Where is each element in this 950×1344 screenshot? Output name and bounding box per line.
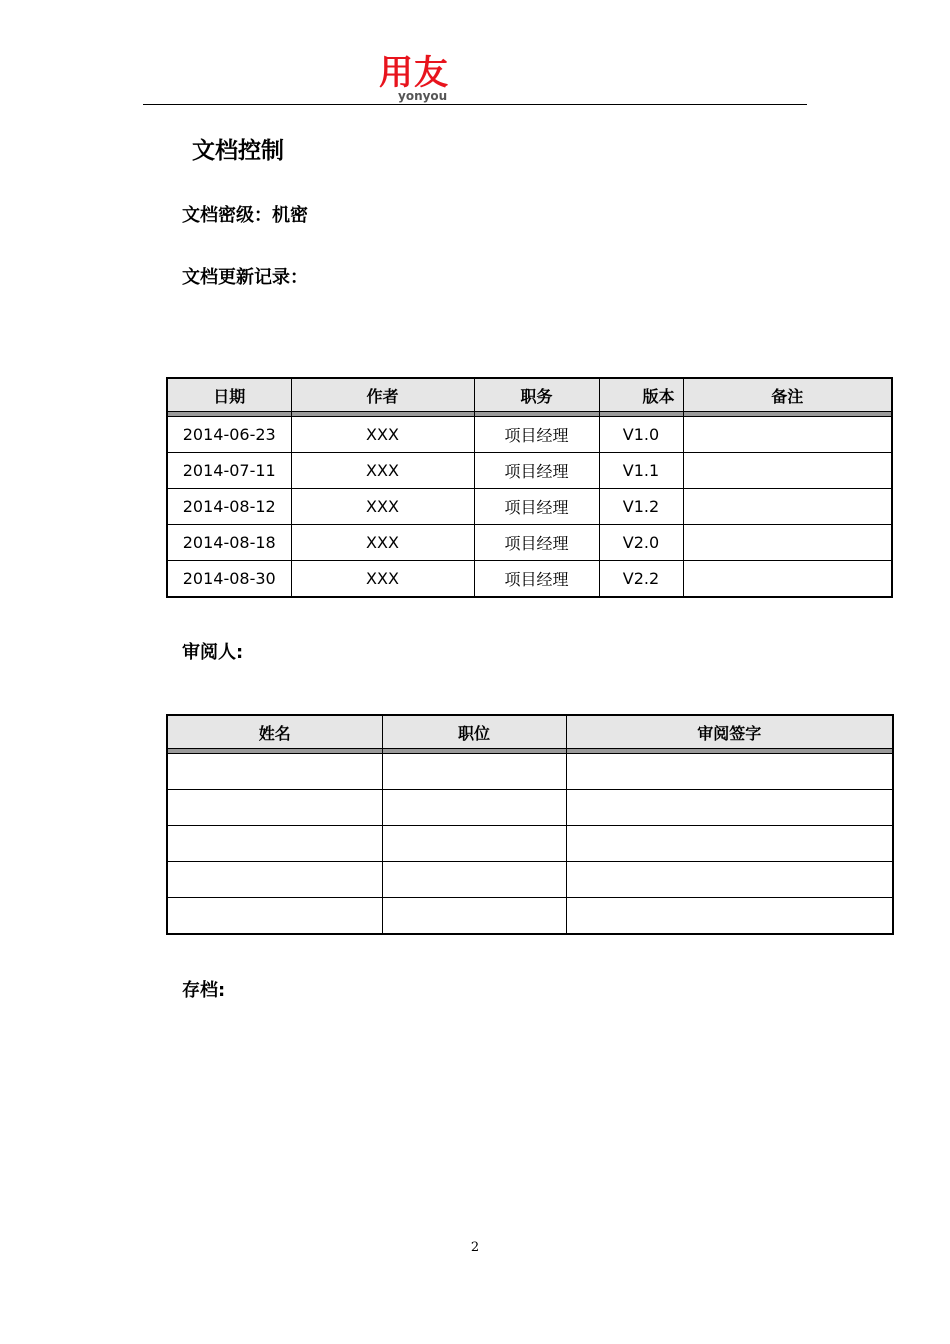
cell-date: 2014-06-23 (167, 417, 291, 453)
header-remarks: 备注 (683, 378, 892, 412)
cell-signature (566, 898, 893, 935)
table-row (167, 453, 892, 489)
header-date: 日期 (167, 378, 291, 412)
cell-signature (566, 790, 893, 826)
document-title: 文档控制 (192, 138, 284, 164)
logo-chinese-text: 用友 (379, 53, 449, 93)
update-log-label: 文档更新记录： (182, 267, 308, 288)
cell-signature (566, 862, 893, 898)
cell-remarks (683, 561, 892, 598)
header-version: 版本 (599, 378, 683, 412)
cell-date: 2014-08-18 (167, 525, 291, 561)
cell-remarks (683, 453, 892, 489)
cell-author: XXX (291, 417, 474, 453)
header-rule (143, 104, 807, 105)
cell-title (382, 826, 566, 862)
yonyou-logo (358, 55, 470, 105)
table-row (167, 417, 892, 453)
table-row (167, 862, 893, 898)
cell-remarks (683, 417, 892, 453)
cell-version: V1.2 (599, 489, 683, 525)
cell-remarks (683, 525, 892, 561)
cell-position: 项目经理 (474, 453, 599, 489)
update-log-table (166, 377, 893, 598)
cell-date: 2014-08-12 (167, 489, 291, 525)
cell-position: 项目经理 (474, 417, 599, 453)
cell-author: XXX (291, 561, 474, 598)
logo-english-text: yonyou (398, 89, 448, 103)
cell-position: 项目经理 (474, 561, 599, 598)
cell-version: V2.0 (599, 525, 683, 561)
cell-version: V1.1 (599, 453, 683, 489)
cell-signature (566, 826, 893, 862)
cell-author: XXX (291, 489, 474, 525)
archive-label: 存档: (182, 980, 226, 1001)
update-table-header-row (167, 378, 892, 412)
header-author: 作者 (291, 378, 474, 412)
cell-remarks (683, 489, 892, 525)
cell-date: 2014-08-30 (167, 561, 291, 598)
table-row (167, 489, 892, 525)
table-row (167, 561, 892, 598)
table-row (167, 525, 892, 561)
header-position: 职务 (474, 378, 599, 412)
cell-name (167, 898, 382, 935)
cell-title (382, 862, 566, 898)
cell-name (167, 826, 382, 862)
table-row (167, 790, 893, 826)
cell-title (382, 790, 566, 826)
reviewer-table (166, 714, 894, 935)
cell-title (382, 898, 566, 935)
cell-position: 项目经理 (474, 525, 599, 561)
cell-version: V1.0 (599, 417, 683, 453)
cell-author: XXX (291, 453, 474, 489)
cell-signature (566, 754, 893, 790)
cell-position: 项目经理 (474, 489, 599, 525)
review-table-header-row (167, 715, 893, 749)
cell-version: V2.2 (599, 561, 683, 598)
cell-name (167, 754, 382, 790)
cell-name (167, 790, 382, 826)
cell-title (382, 754, 566, 790)
table-row (167, 898, 893, 935)
cell-author: XXX (291, 525, 474, 561)
cell-date: 2014-07-11 (167, 453, 291, 489)
page-number: 2 (470, 1240, 480, 1255)
security-level-label: 文档密级：机密 (182, 205, 308, 226)
header-title: 职位 (382, 715, 566, 749)
table-row (167, 754, 893, 790)
header-signature: 审阅签字 (566, 715, 893, 749)
table-row (167, 826, 893, 862)
header-name: 姓名 (167, 715, 382, 749)
cell-name (167, 862, 382, 898)
reviewer-label: 审阅人: (182, 642, 244, 663)
